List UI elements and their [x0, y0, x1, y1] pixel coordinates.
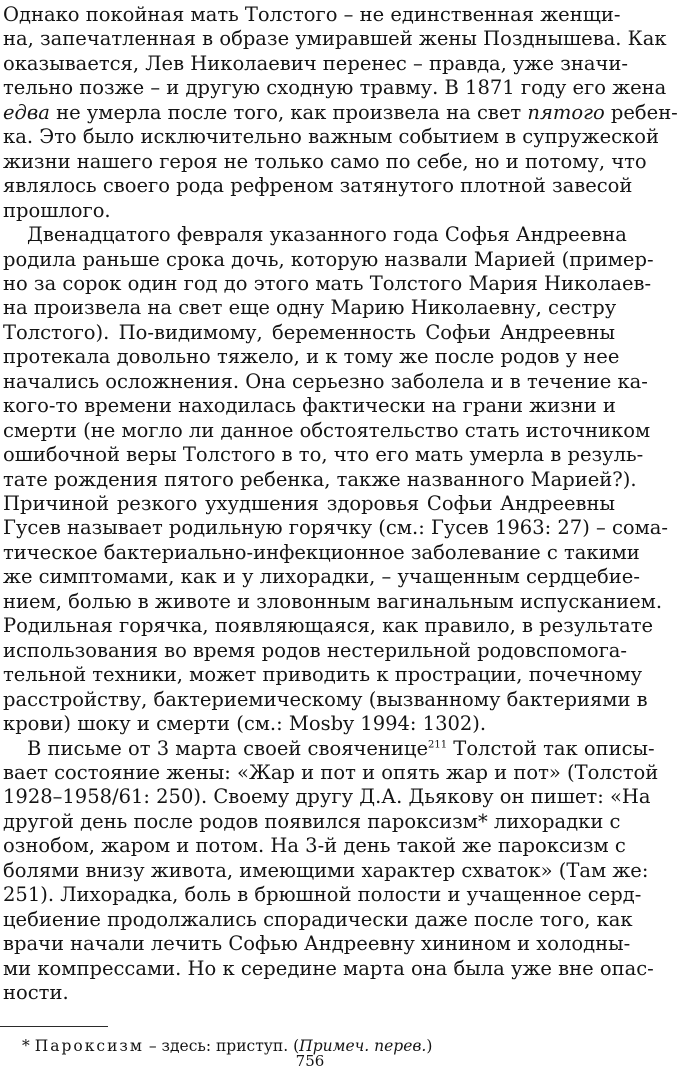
emphasis-text: едва [3, 100, 50, 124]
text-line: болями внизу живота, имеющими характер схваток» (Там же: [3, 858, 649, 882]
text-line: тельно позже – и другую сходную травму. В 1871 году его жена [3, 76, 667, 100]
text-line: ознобом, жаром и потом. На 3-й день такой же пароксизм с [3, 834, 626, 858]
text-line: Причиной резкого ухудшения здоровья Софьи Андреевны [3, 492, 615, 515]
text-line: тате рождения пятого ребенка, также названного Марией?). [3, 467, 637, 491]
paragraph-first-line: В письме от 3 марта своей свояченице$^{211}$ Толстой так описы- [27, 736, 655, 760]
text-line: вает состояние жены: «Жар и пот и опять жар и пот» (Толстой [3, 760, 659, 784]
text-line: нием, болью в животе и зловонным вагинальным испусканием. [3, 589, 663, 613]
text-line: жизни нашего героя не только само по себе, но и потому, что [3, 149, 647, 173]
footnote-close: ) [426, 1037, 433, 1055]
emphasis-text: пятого [527, 100, 605, 124]
text-line: но за сорок один год до этого мать Толстого Мария Николаев- [3, 271, 652, 295]
text-line: на произвела на свет еще одну Марию Николаевну, сестру [3, 296, 617, 320]
text-line: использования во время родов нестерильной родовспомога- [3, 638, 628, 662]
book-page [3, 0, 678, 1067]
footnote-text: – здесь: приступ. ( [143, 1037, 300, 1055]
text-line: же симптомами, как и у лихорадки, – учащенным сердцебие- [3, 565, 640, 589]
footnote-marker: * [22, 1037, 35, 1055]
text-line: 1928–1958/61: 250). Своему другу Д.А. Дьякову он пишет: «На [3, 785, 651, 809]
footnote-term: Пароксизм [34, 1037, 144, 1055]
text-line: Толстого). По-видимому, беременность Софьи Андреевны [3, 320, 615, 344]
text-line: цебиение продолжались спорадически даже после того, как [3, 907, 633, 931]
text-line: родила раньше срока дочь, которую назвали Марией (пример- [3, 247, 654, 271]
text-line: ности. [3, 981, 69, 1004]
text-line: 251). Лихорадка, боль в брюшной полости и учащенное серд- [3, 883, 642, 907]
page-number: 756 [295, 1052, 325, 1070]
text-line: кого-то времени находилась фактически на грани жизни и [3, 394, 616, 418]
text-line: расстройству, бактериемическому (вызванному бактериями в [3, 687, 648, 711]
text-line: начались осложнения. Она серьезно заболела и в течение ка- [3, 369, 648, 393]
text-line: ми компрессами. Но к середине марта она была уже вне опас- [3, 956, 654, 980]
text-line: смерти (не могло ли данное обстоятельство стать источником [3, 418, 651, 442]
paragraph-first-line: Двенадцатого февраля указанного года Софья Андреевна [27, 223, 627, 247]
text-line: ка. Это было исключительно важным событием в супружеской [3, 125, 659, 149]
footnote-note: Примеч. перев. [299, 1037, 427, 1055]
text-line: врачи начали лечить Софью Андреевну хинином и холодны- [3, 932, 631, 956]
text-line: другой день после родов появился пароксизм* лихорадки с [3, 809, 621, 833]
text-line: ошибочной веры Толстого в то, что его мать умерла в резуль- [3, 443, 644, 467]
text-line: Однако покойная мать Толстого – не единственная женщи- [3, 3, 621, 26]
text-line: Гусев называет родильную горячку (см.: Гусев 1963: 27) – сома- [3, 516, 668, 540]
text-line: оказывается, Лев Николаевич перенес – правда, уже значи- [3, 51, 628, 75]
text-line: тическое бактериально-инфекционное заболевание с такими [3, 540, 640, 564]
text-line: протекала довольно тяжело, и к тому же после родов у нее [3, 345, 620, 369]
text-line: едва не умерла после того, как произвела на свет пятого ребен- [3, 100, 678, 124]
text-line: являлось своего рода рефреном затянутого плотной завесой [3, 174, 633, 198]
text-line: крови) шоку и смерти (см.: Mosby 1994: 1302). [3, 712, 487, 736]
footnote [22, 1036, 432, 1056]
text-line: прошлого. [3, 198, 111, 222]
footnote-reference[interactable]: 211 [428, 739, 448, 750]
text-line: на, запечатленная в образе умиравшей жены Позднышева. Как [3, 27, 667, 51]
footnote-rule [0, 1026, 108, 1027]
text-line: тельной техники, может приводить к прострации, почечному [3, 663, 643, 687]
text-line: Родильная горячка, появляющаяся, как правило, в результате [3, 614, 654, 638]
